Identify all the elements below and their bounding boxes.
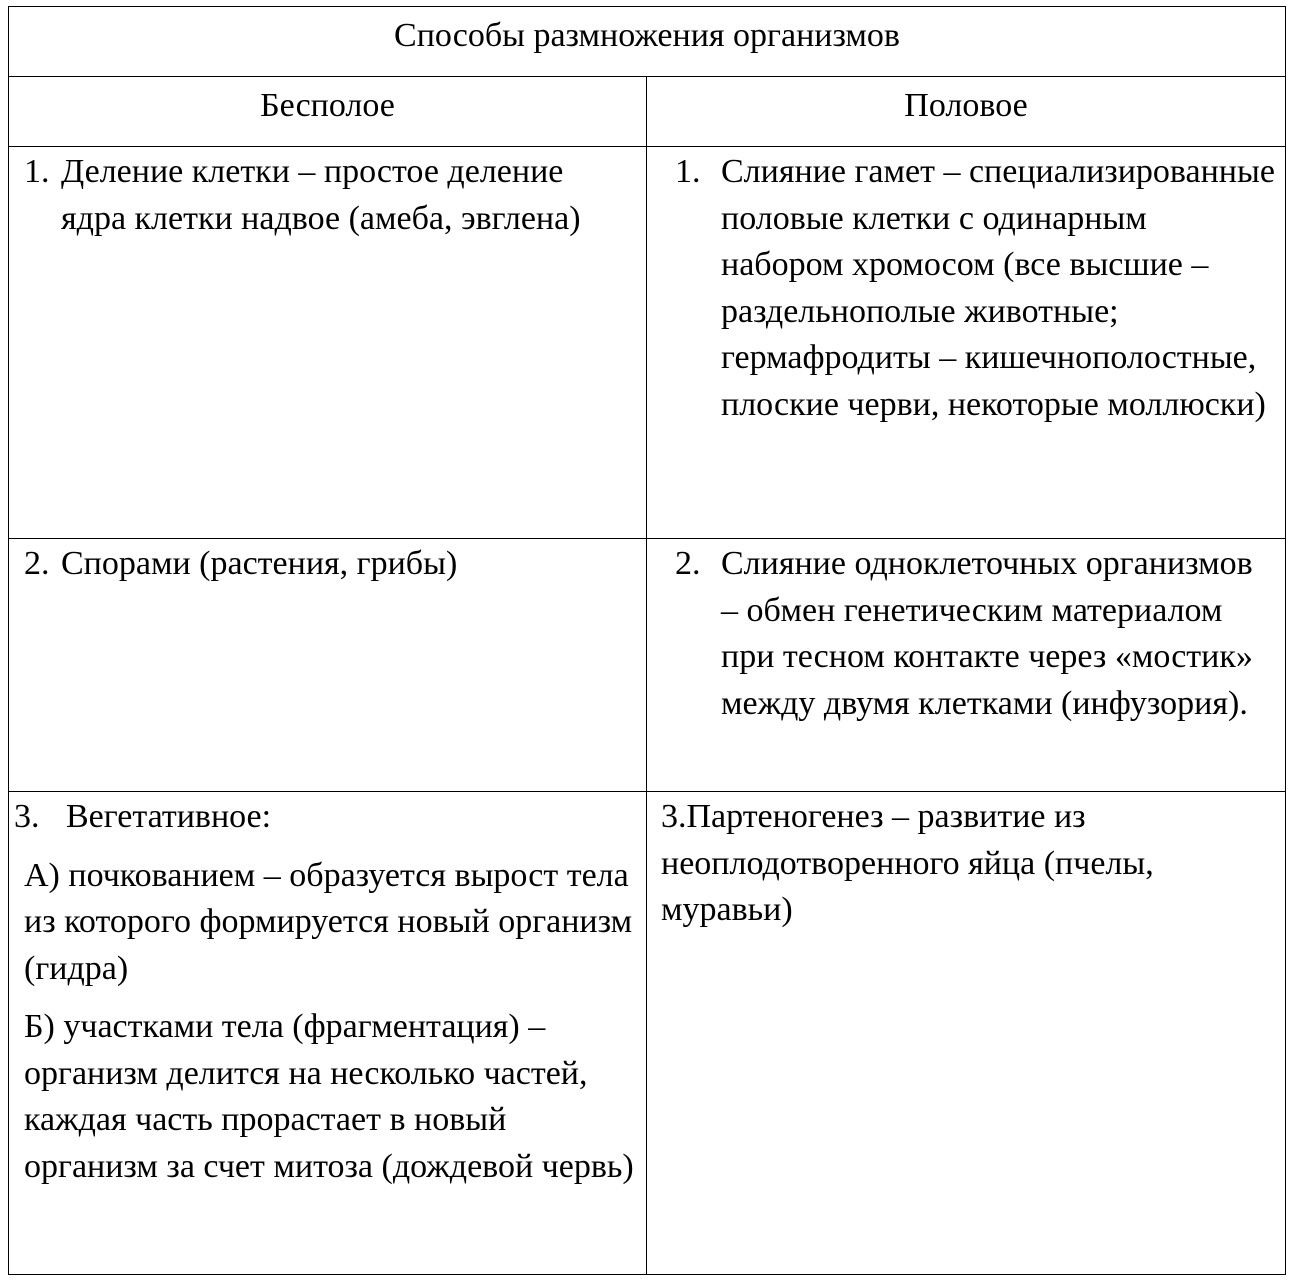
table-title-cell (9, 7, 1286, 77)
header-sexual-cell (647, 77, 1286, 147)
sexual-cell-3 (647, 792, 1286, 1275)
asexual-cell-3 (9, 792, 647, 1275)
item-text: Вегетативное: (66, 798, 272, 835)
sub-item-a: А) почкованием – образуется вырост тела из которого формируется новый организм (гидра) (24, 856, 633, 987)
item-number: 3. (14, 798, 40, 835)
item-number: 1. (24, 153, 50, 190)
title-row (9, 7, 1286, 77)
item-text: Слияние одноклеточных организмов – обмен генетическим материалом при тесном контакте через «мостик» между двумя клетками (инфузория). (721, 545, 1253, 722)
header-asexual-cell (9, 77, 647, 147)
list-item (24, 149, 636, 242)
asexual-cell-1 (9, 147, 647, 539)
item-text: Спорами (растения, грибы) (61, 545, 458, 582)
header-row (9, 77, 1286, 147)
reproduction-table (8, 6, 1286, 1275)
table-row (9, 792, 1286, 1275)
header-asexual: Бесполое (260, 87, 395, 124)
list-item (14, 794, 638, 841)
item-number: 1. (675, 153, 701, 190)
item-text: 3.Партеногенез – развитие из неоплодотворенного яйца (пчелы, муравьи) (661, 798, 1154, 928)
item-number: 2. (24, 545, 50, 582)
table-row (9, 147, 1286, 539)
sexual-cell-2 (647, 539, 1286, 792)
list-item (675, 541, 1275, 727)
item-number: 2. (675, 545, 701, 582)
table-row (9, 539, 1286, 792)
list-item (24, 541, 636, 588)
asexual-cell-2 (9, 539, 647, 792)
item-text: Слияние гамет – специализированные половые клетки с одинарным набором хромосом (все высшие – раздельнополые животные; гермафродиты – кишечнополостные, плоские черви, некоторые моллюски) (721, 153, 1275, 423)
list-item (675, 149, 1275, 428)
header-sexual: Половое (904, 87, 1028, 124)
item-text: Деление клетки – простое деление ядра клетки надвое (амеба, эвглена) (61, 153, 581, 237)
table-title: Способы размножения организмов (394, 17, 900, 54)
sexual-cell-1 (647, 147, 1286, 539)
sub-item-b: Б) участками тела (фрагментация) – организм делится на несколько частей, каждая часть прорастает в новый организм за счет митоза (дождевой червь) (24, 1008, 634, 1185)
